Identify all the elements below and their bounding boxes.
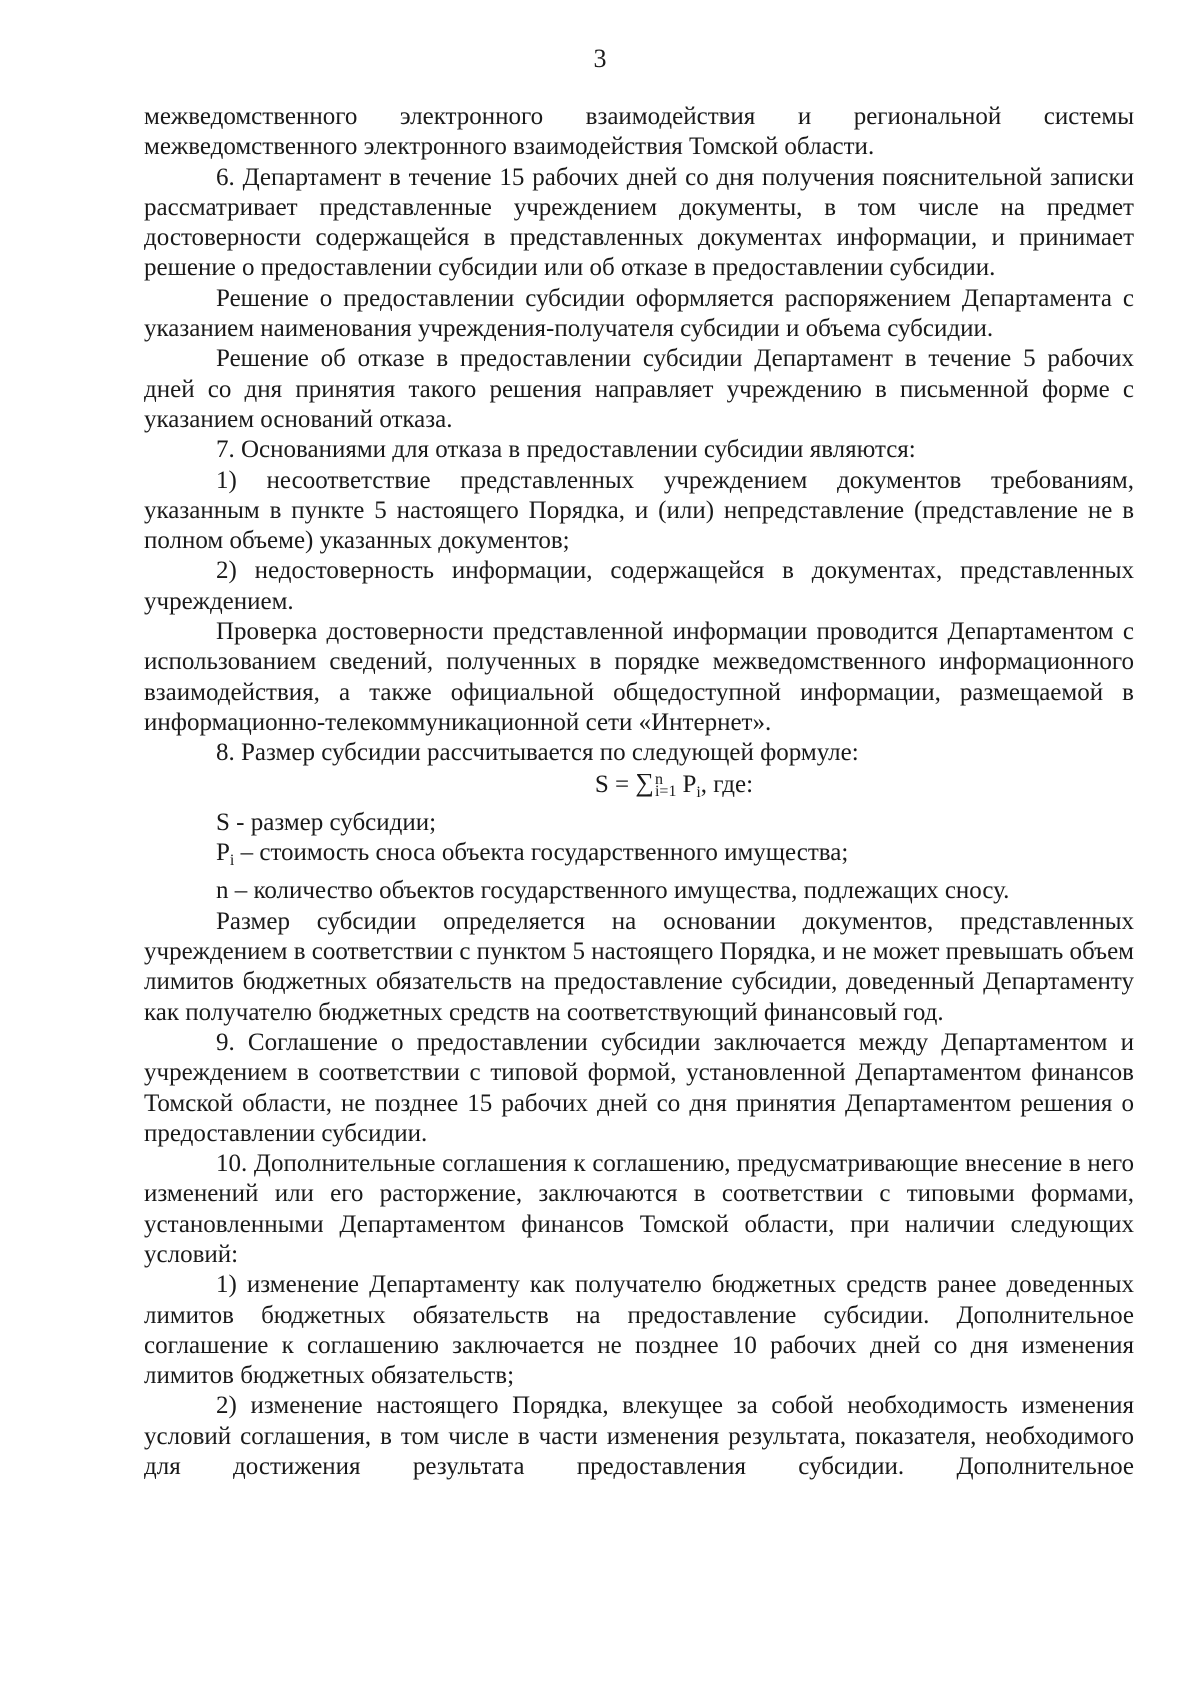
page-number: 3 xyxy=(593,44,607,73)
paragraph-subsidy-amount: Размер субсидии определяется на основании документов, представленных учреждением в соответствии с пунктом 5 настоящего Порядка, и не может превышать объем лимитов бюджетных обязательств на предоставление субсидии, доведенный Департаменту как получателю бюджетных средств на соответствующий финансовый год. xyxy=(144,907,1134,1026)
summation-limits xyxy=(654,770,677,800)
definition-p-var: P xyxy=(216,839,230,867)
paragraph-decision-grant: Решение о предоставлении субсидии оформляется распоряжением Департамента с указанием наименования учреждения-получателя субсидии и объема субсидии. xyxy=(144,284,1134,343)
formula-lhs: S = xyxy=(594,770,630,798)
paragraph-item-7: 7. Основаниями для отказа в предоставлении субсидии являются: xyxy=(216,436,916,464)
subsidy-formula xyxy=(144,769,1134,808)
definition-p-subscript: i xyxy=(229,852,235,870)
definition-p xyxy=(144,838,1134,876)
paragraph-item-10-1: 1) изменение Департаменту как получателю бюджетных средств ранее доведенных лимитов бюджетных обязательств на предоставление субсидии. Дополнительное соглашение к соглашению заключается не позднее 10 рабочих дней со дня изменения лимитов бюджетных обязательств; xyxy=(144,1271,1134,1390)
formula-term-subscript: i xyxy=(696,783,701,801)
paragraph-item-6: 6. Департамент в течение 15 рабочих дней со дня получения пояснительной записки рассматривает представленные учреждением документы, в том числе на предмет достоверности содержащейся в представленных документах информации, и принимает решение о предоставлении субсидии или об отказе в предоставлении субсидии. xyxy=(144,163,1134,282)
paragraph-decision-refusal: Решение об отказе в предоставлении субсидии Департамент в течение 5 рабочих дней со дня принятия такого решения направляет учреждению в письменной форме с указанием оснований отказа. xyxy=(144,345,1134,433)
paragraph-item-9: 9. Соглашение о предоставлении субсидии заключается между Департаментом и учреждением в соответствии с типовой формой, установленной Департаментом финансов Томской области, не позднее 15 рабочих дней со дня принятия Департаментом решения о предоставлении субсидии. xyxy=(144,1028,1134,1147)
paragraph-item-10-2: 2) изменение настоящего Порядка, влекущее за собой необходимость изменения условий соглашения, в том числе в части изменения результата, показателя, необходимого для достижения результата предоставления субсидии. Дополнительное xyxy=(144,1392,1134,1481)
paragraph-item-8: 8. Размер субсидии рассчитывается по следующей формуле: xyxy=(216,739,859,767)
paragraph-item-7-1: 1) несоответствие представленных учреждением документов требованиям, указанным в пункте 5 настоящего Порядка, и (или) непредставление (представление не в полном объеме) указанных документов; xyxy=(144,466,1134,555)
paragraph-continuation: межведомственного электронного взаимодействия и региональной системы межведомственного электронного взаимодействия Томской области. xyxy=(144,103,1134,161)
formula-suffix: , где: xyxy=(700,770,754,798)
summation-symbol: ∑ xyxy=(635,767,654,797)
definition-s: S - размер субсидии; xyxy=(216,808,437,836)
document-body xyxy=(144,102,1134,1482)
definition-p-text: – стоимость сноса объекта государственного имущества; xyxy=(234,839,849,867)
definition-n: n – количество объектов государственного имущества, подлежащих сносу. xyxy=(216,877,1010,905)
paragraph-item-10: 10. Дополнительные соглашения к соглашению, предусматривающие внесение в него изменений или его расторжение, заключаются в соответствии с типовыми формами, установленными Департаментом финансов Томской области, при наличии следующих условий: xyxy=(144,1150,1134,1268)
paragraph-verification: Проверка достоверности представленной информации проводится Департаментом с использованием сведений, полученных в порядке межведомственного информационного взаимодействия, а также официальной общедоступной информации, размещаемой в информационно-телекоммуникационной сети «Интернет». xyxy=(144,618,1134,736)
lower-limit: i=1 xyxy=(654,782,677,800)
upper-limit: n xyxy=(654,770,663,788)
formula-term: P xyxy=(682,770,697,798)
paragraph-item-7-2: 2) недостоверность информации, содержащейся в документах, представленных учреждением. xyxy=(144,557,1134,615)
